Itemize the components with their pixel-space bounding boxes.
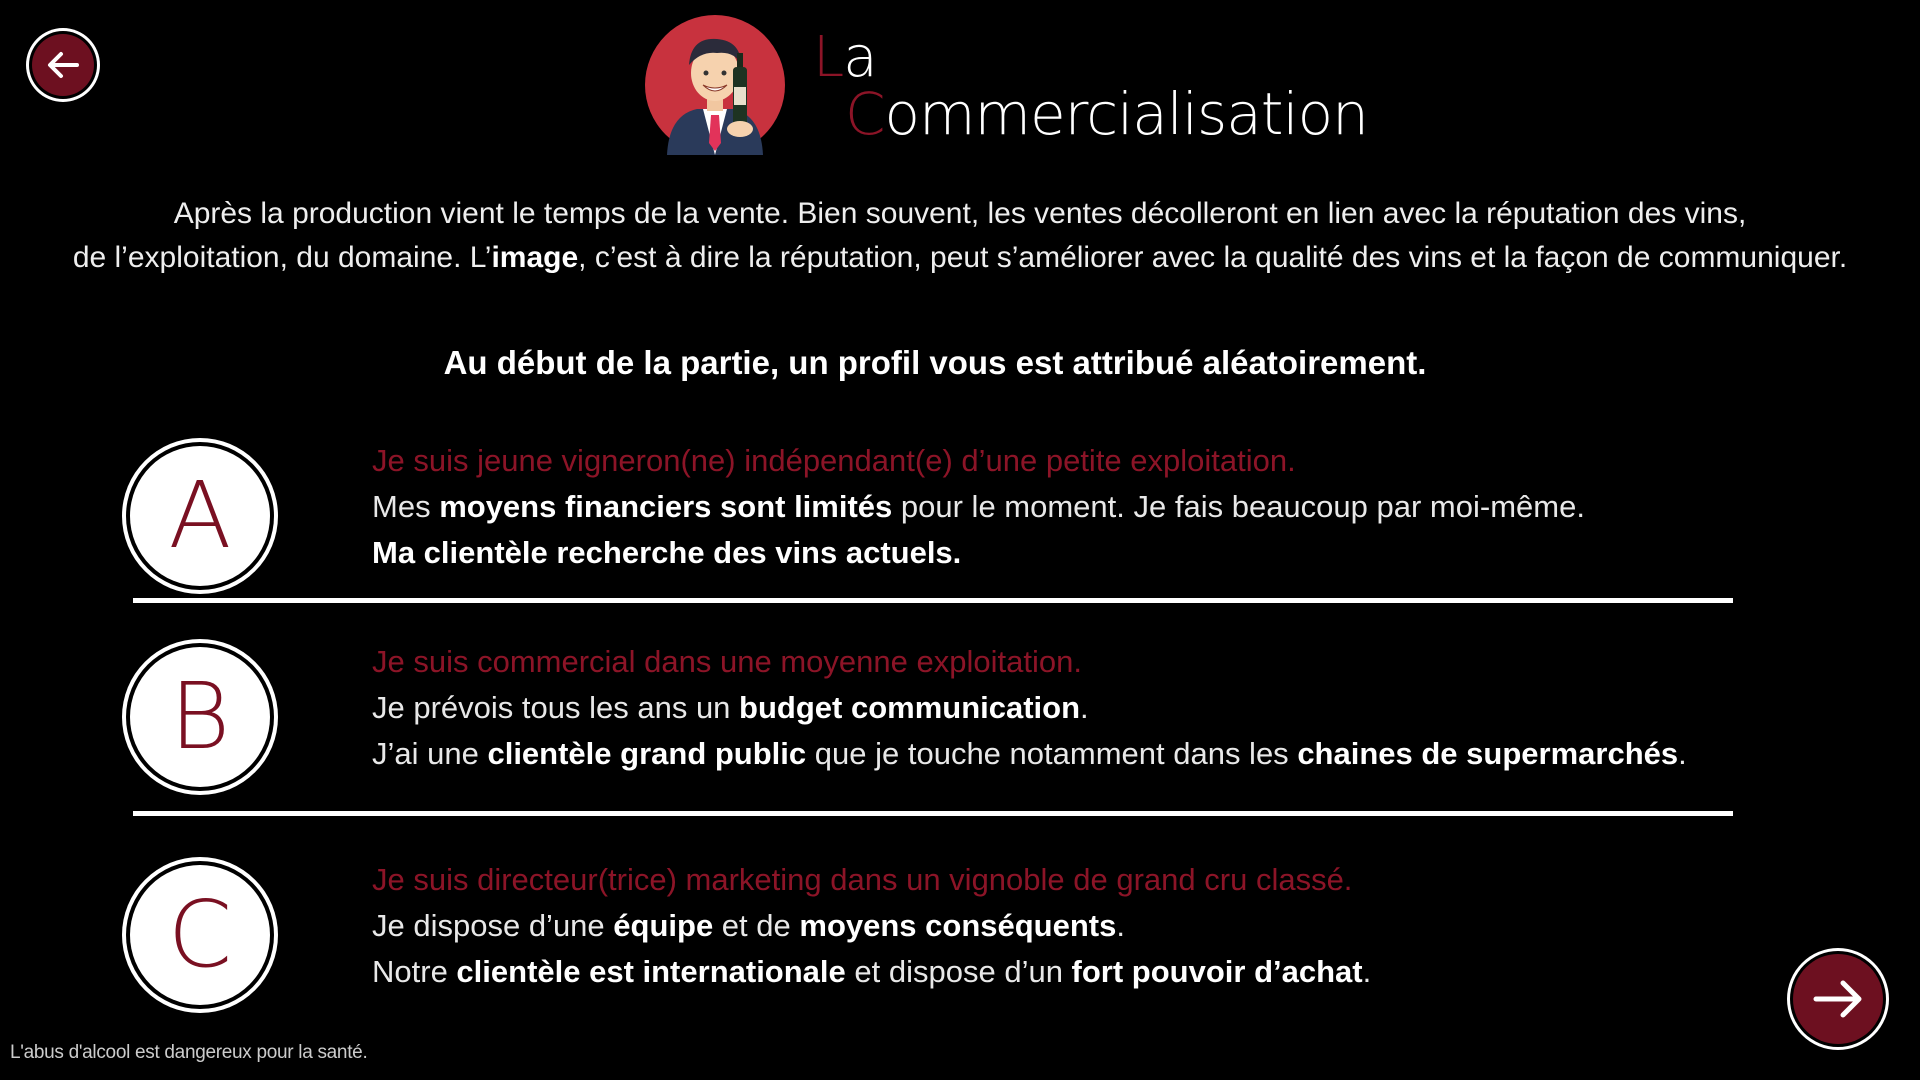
emphasis-text: équipe [613, 908, 714, 943]
emphasis-text: fort pouvoir d’achat [1071, 954, 1363, 989]
profile-c [130, 857, 1730, 1007]
profile-line-3 [372, 949, 1752, 995]
profile-letter: A [168, 462, 232, 569]
health-warning: L'abus d'alcool est dangereux pour la santé. [10, 1042, 368, 1063]
profile-line-2 [372, 903, 1752, 949]
profile-headline: Je suis commercial dans une moyenne exploitation. [372, 644, 1082, 679]
emphasis-text: Ma clientèle recherche des vins actuels. [372, 535, 962, 570]
profile-letter-badge [130, 446, 270, 586]
profile-letter: B [169, 663, 231, 770]
body-text: Mes [372, 489, 440, 524]
profile-letter-badge [130, 865, 270, 1005]
profile-text [372, 438, 1752, 576]
instruction-text: Au début de la partie, un profil vous est attribué aléatoirement. [443, 344, 1427, 381]
title-line-1: La [813, 25, 877, 90]
emphasis-text: clientèle est internationale [456, 954, 846, 989]
salesman-avatar-icon [645, 15, 785, 155]
back-button[interactable] [32, 34, 94, 96]
body-text: . [1116, 908, 1125, 943]
body-text: . [1678, 736, 1687, 771]
body-text: Je dispose d’une [372, 908, 614, 943]
profile-line-2 [372, 484, 1752, 530]
profile-headline: Je suis directeur(trice) marketing dans un vignoble de grand cru classé. [372, 862, 1353, 897]
profile-text [372, 639, 1752, 777]
arrow-left-icon [43, 45, 83, 85]
profile-letter: C [167, 881, 233, 988]
emphasis-text: clientèle grand public [487, 736, 807, 771]
intro-line-2: de l’exploitation, du domaine. L’image, c’est à dire la réputation, peut s’améliorer avec la qualité des vins et la façon de communiquer. [72, 241, 1848, 274]
page-header [645, 15, 1368, 165]
profile-b [130, 639, 1730, 789]
profile-line-2 [372, 685, 1752, 731]
profile-a [130, 438, 1730, 588]
body-text: pour le moment. Je fais beaucoup par moi-même. [892, 489, 1585, 524]
separator [133, 598, 1733, 603]
body-text: Notre [372, 954, 457, 989]
body-text: Je prévois tous les ans un [372, 690, 740, 725]
emphasis-text: chaines de supermarchés [1297, 736, 1679, 771]
body-text: . [1362, 954, 1372, 989]
intro-line-1: Après la production vient le temps de la vente. Bien souvent, les ventes décolleront en lien avec la réputation des vins, [173, 197, 1747, 230]
separator [133, 811, 1733, 816]
body-text: et dispose d’un [845, 954, 1072, 989]
title-line-2: Commercialisation [845, 80, 1368, 148]
next-button[interactable] [1793, 954, 1883, 1044]
emphasis-text: moyens conséquents [799, 908, 1117, 943]
profile-line-3 [372, 731, 1752, 777]
profile-line-3 [372, 530, 1752, 576]
profile-headline: Je suis jeune vigneron(ne) indépendant(e) d’une petite exploitation. [372, 443, 1296, 478]
arrow-right-icon [1808, 969, 1868, 1029]
profile-text [372, 857, 1752, 995]
profile-letter-badge [130, 647, 270, 787]
body-text: J’ai une [372, 736, 488, 771]
intro-paragraph [40, 192, 1880, 280]
emphasis-text: moyens financiers sont limités [439, 489, 893, 524]
body-text: et de [713, 908, 800, 943]
body-text: . [1080, 690, 1089, 725]
body-text: que je touche notamment dans les [806, 736, 1298, 771]
emphasis-text: budget communication [739, 690, 1081, 725]
